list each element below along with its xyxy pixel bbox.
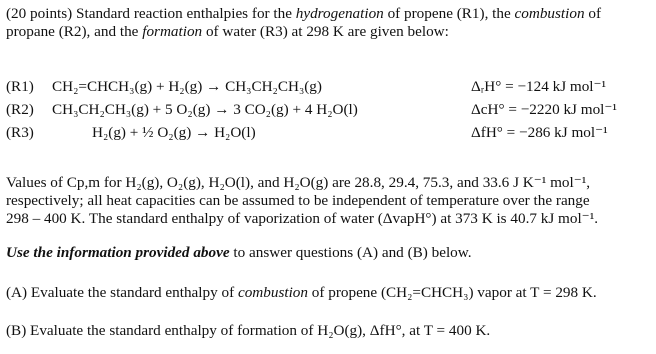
reaction-equation: H₂(g) + ½ O₂(g) → H₂O(l) [92, 124, 256, 141]
reaction-enthalpy [471, 78, 606, 96]
formation-term: formation [142, 23, 203, 40]
enthalpy-symbol: ΔcH° = [471, 101, 521, 118]
question-a [6, 284, 646, 302]
reaction-table [6, 78, 650, 147]
intro-text-3: of propane (R2), and the [6, 5, 602, 40]
enthalpy-value: −124 kJ mol⁻¹ [517, 78, 607, 95]
question-b [6, 322, 646, 340]
reaction-label: (R2) [6, 101, 34, 118]
reaction-enthalpy [471, 101, 617, 119]
reaction-row-r3 [6, 124, 650, 147]
reaction-equation: CH₃CH₂CH₃(g) + 5 O₂(g) → 3 CO₂(g) + 4 H₂O(l) [52, 101, 358, 118]
heat-capacity-paragraph [6, 174, 646, 228]
reaction-row-r2 [6, 101, 650, 124]
question-a-suffix: of propene (CH₂=CHCH₃) vapor at T = 298 K. [307, 284, 597, 301]
instructions-rest: to answer questions (A) and (B) below. [229, 244, 472, 261]
combustion-term: combustion [514, 5, 585, 22]
values-line-3: 298 – 400 K. The standard enthalpy of vaporization of water (ΔvapH°) at 373 K is 40.7 kJ mol⁻¹. [6, 210, 599, 227]
instructions-line [6, 244, 646, 262]
question-a-combustion: combustion [237, 284, 308, 301]
values-line-2: respectively; all heat capacities can be assumed to be independent of temperature over the range [6, 192, 590, 209]
enthalpy-symbol: ΔᵣH° = [471, 78, 518, 95]
enthalpy-value: −2220 kJ mol⁻¹ [520, 101, 617, 118]
question-b-text: (B) Evaluate the standard enthalpy of formation of H₂O(g), ΔfH°, at T = 400 K. [6, 322, 491, 339]
intro-text-4: of water (R3) at 298 K are given below: [202, 23, 449, 40]
question-a-prefix: (A) Evaluate the standard enthalpy of [6, 284, 238, 301]
reaction-equation: CH₂=CHCH₃(g) + H₂(g) → CH₃CH₂CH₃(g) [52, 78, 322, 95]
hydrogenation-term: hydrogenation [295, 5, 384, 22]
intro-paragraph [6, 5, 646, 41]
instructions-emphasis: Use the information provided above [6, 244, 230, 261]
reaction-enthalpy [471, 124, 608, 142]
enthalpy-value: −286 kJ mol⁻¹ [519, 124, 608, 141]
reaction-label: (R3) [6, 124, 34, 141]
reaction-row-r1 [6, 78, 650, 101]
intro-text-2: of propene (R1), the [383, 5, 515, 22]
points-label: (20 points) [6, 5, 73, 22]
values-line-1: Values of Cp,m for H₂(g), O₂(g), H₂O(l), and H₂O(g) are 28.8, 29.4, 75.3, and 33.6 J K⁻¹ mol⁻¹, [6, 174, 591, 191]
enthalpy-symbol: ΔfH° = [471, 124, 520, 141]
intro-text-1: Standard reaction enthalpies for the [72, 5, 296, 22]
reaction-label: (R1) [6, 78, 34, 95]
